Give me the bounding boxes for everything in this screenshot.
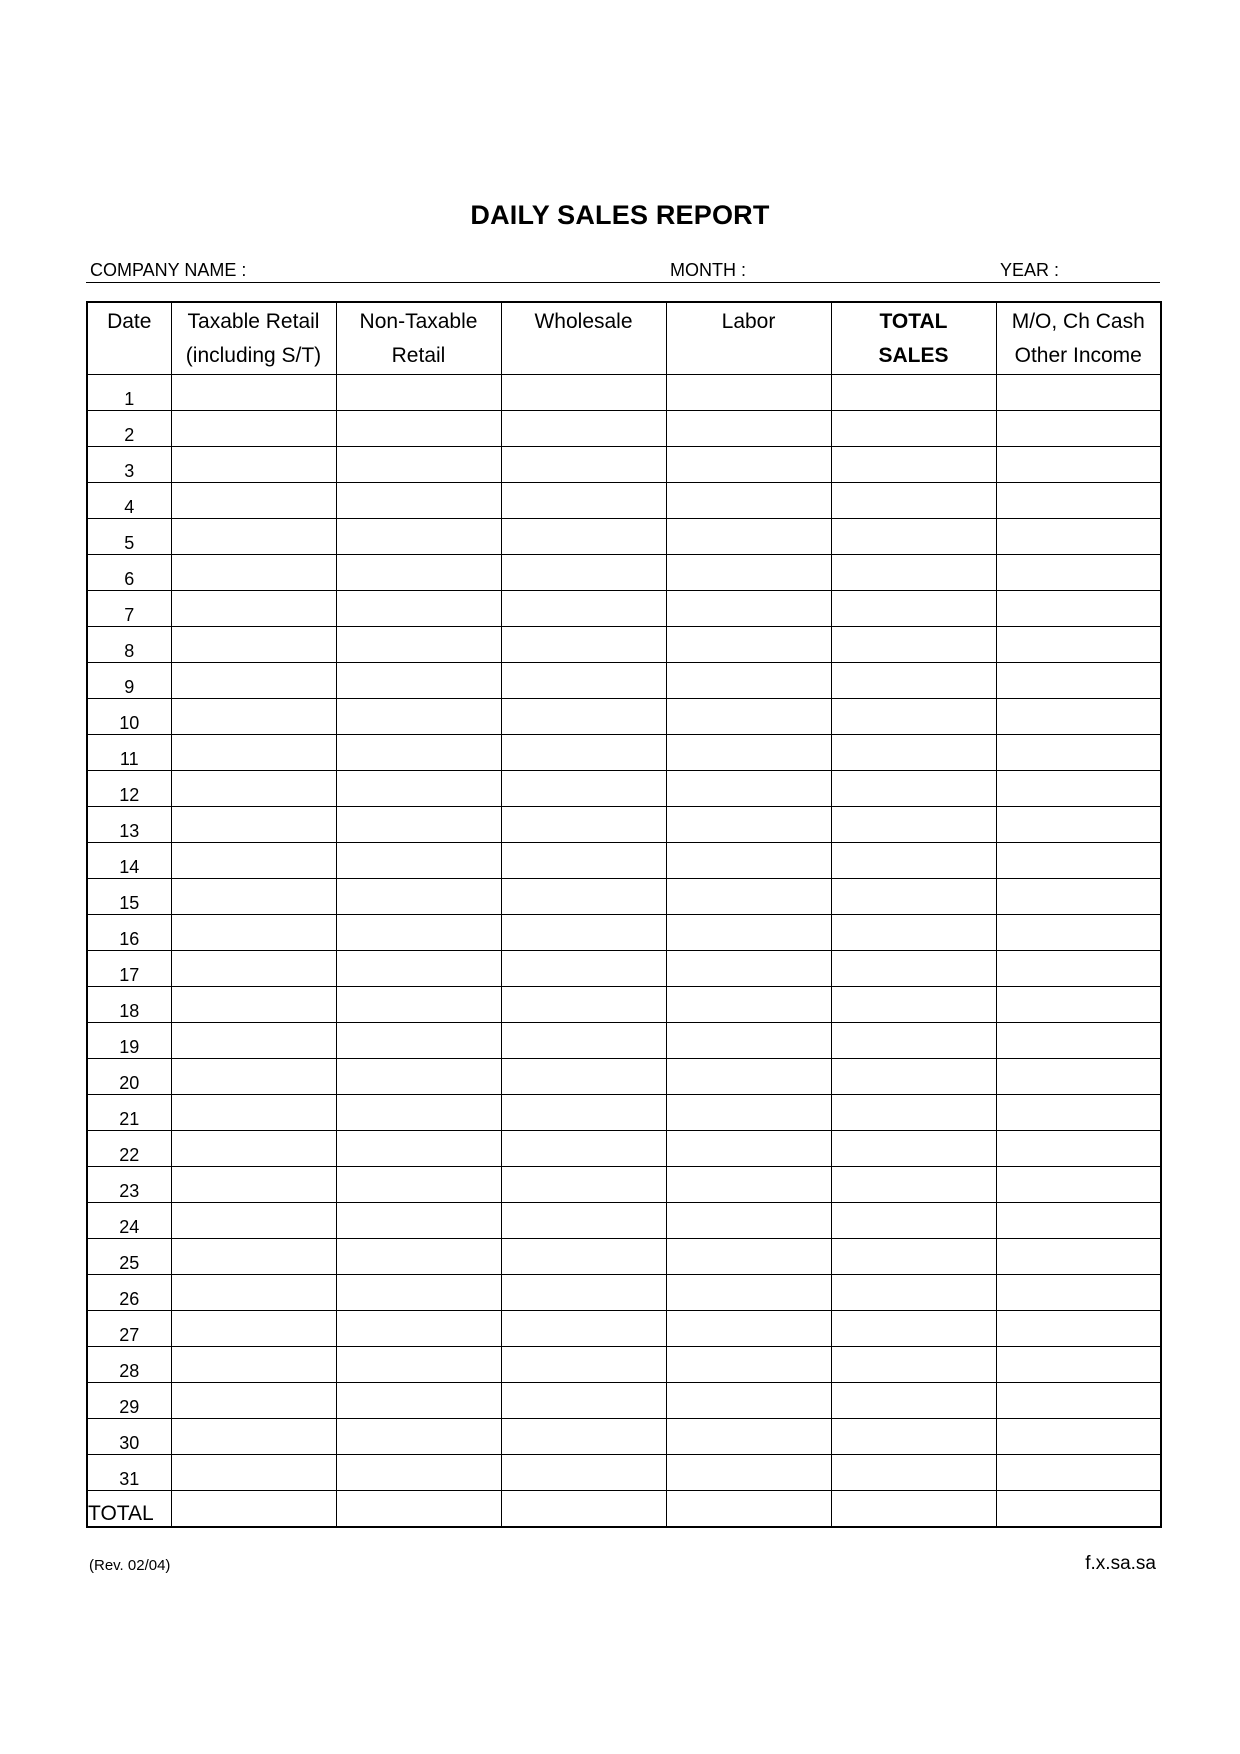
entry-cell[interactable]	[831, 1275, 996, 1311]
header-taxable-retail: Taxable Retail (including S/T)	[171, 302, 336, 375]
entry-cell[interactable]	[501, 1311, 666, 1347]
entry-cell[interactable]	[666, 1347, 831, 1383]
entry-cell[interactable]	[996, 447, 1161, 483]
entry-cell[interactable]	[831, 1311, 996, 1347]
entry-cell[interactable]	[171, 519, 336, 555]
entry-cell[interactable]	[996, 1455, 1161, 1491]
entry-cell[interactable]	[831, 555, 996, 591]
entry-cell[interactable]	[171, 1239, 336, 1275]
table-row	[87, 663, 1161, 699]
header-date: Date	[87, 302, 171, 375]
entry-cell[interactable]	[501, 1491, 666, 1528]
entry-cell[interactable]	[171, 1167, 336, 1203]
entry-cell[interactable]	[666, 1275, 831, 1311]
entry-cell[interactable]	[501, 483, 666, 519]
entry-cell[interactable]	[831, 627, 996, 663]
table-row	[87, 1167, 1161, 1203]
entry-cell[interactable]	[996, 1203, 1161, 1239]
entry-cell[interactable]	[336, 771, 501, 807]
entry-cell[interactable]	[831, 1203, 996, 1239]
entry-cell[interactable]	[336, 735, 501, 771]
entry-cell[interactable]	[831, 1095, 996, 1131]
date-cell: 31	[87, 1455, 171, 1491]
entry-cell[interactable]	[666, 807, 831, 843]
entry-cell[interactable]	[171, 1275, 336, 1311]
entry-cell[interactable]	[996, 1419, 1161, 1455]
entry-cell[interactable]	[666, 1203, 831, 1239]
entry-cell[interactable]	[501, 627, 666, 663]
entry-cell[interactable]	[666, 483, 831, 519]
date-cell: 12	[87, 771, 171, 807]
entry-cell[interactable]	[501, 375, 666, 411]
table-row	[87, 483, 1161, 519]
table-row	[87, 1275, 1161, 1311]
entry-cell[interactable]	[501, 1167, 666, 1203]
entry-cell[interactable]	[666, 735, 831, 771]
entry-cell[interactable]	[996, 879, 1161, 915]
entry-cell[interactable]	[996, 519, 1161, 555]
entry-cell[interactable]	[666, 915, 831, 951]
entry-cell[interactable]	[171, 555, 336, 591]
site-credit: f.x.sa.sa	[1085, 1553, 1156, 1574]
entry-cell[interactable]	[831, 699, 996, 735]
entry-cell[interactable]	[171, 1059, 336, 1095]
entry-cell[interactable]	[501, 771, 666, 807]
header-info-line	[86, 260, 1160, 283]
table-row	[87, 519, 1161, 555]
entry-cell[interactable]	[831, 1167, 996, 1203]
entry-cell[interactable]	[666, 951, 831, 987]
entry-cell[interactable]	[171, 375, 336, 411]
entry-cell[interactable]	[336, 1167, 501, 1203]
date-cell: 6	[87, 555, 171, 591]
entry-cell[interactable]	[831, 663, 996, 699]
entry-cell[interactable]	[666, 1491, 831, 1528]
entry-cell[interactable]	[336, 1131, 501, 1167]
entry-cell[interactable]	[171, 699, 336, 735]
entry-cell[interactable]	[171, 843, 336, 879]
entry-cell[interactable]	[666, 411, 831, 447]
entry-cell[interactable]	[666, 771, 831, 807]
total-label: TOTAL	[87, 1491, 171, 1528]
date-cell: 26	[87, 1275, 171, 1311]
entry-cell[interactable]	[666, 663, 831, 699]
entry-cell[interactable]	[501, 555, 666, 591]
entry-cell[interactable]	[171, 1347, 336, 1383]
entry-cell[interactable]	[996, 951, 1161, 987]
entry-cell[interactable]	[501, 879, 666, 915]
entry-cell[interactable]	[996, 1311, 1161, 1347]
date-cell: 9	[87, 663, 171, 699]
entry-cell[interactable]	[666, 1383, 831, 1419]
entry-cell[interactable]	[501, 987, 666, 1023]
entry-cell[interactable]	[666, 699, 831, 735]
entry-cell[interactable]	[831, 1419, 996, 1455]
date-cell: 28	[87, 1347, 171, 1383]
entry-cell[interactable]	[666, 627, 831, 663]
entry-cell[interactable]	[336, 807, 501, 843]
entry-cell[interactable]	[831, 591, 996, 627]
entry-cell[interactable]	[336, 1059, 501, 1095]
entry-cell[interactable]	[501, 951, 666, 987]
entry-cell[interactable]	[336, 663, 501, 699]
entry-cell[interactable]	[336, 1491, 501, 1528]
date-cell: 11	[87, 735, 171, 771]
entry-cell[interactable]	[996, 375, 1161, 411]
date-cell: 14	[87, 843, 171, 879]
sales-table	[86, 301, 1162, 1528]
entry-cell[interactable]	[501, 699, 666, 735]
entry-cell[interactable]	[831, 915, 996, 951]
table-row	[87, 951, 1161, 987]
entry-cell[interactable]	[831, 1131, 996, 1167]
entry-cell[interactable]	[501, 1203, 666, 1239]
table-row	[87, 1203, 1161, 1239]
entry-cell[interactable]	[336, 1347, 501, 1383]
entry-cell[interactable]	[501, 735, 666, 771]
table-row	[87, 699, 1161, 735]
entry-cell[interactable]	[171, 915, 336, 951]
entry-cell[interactable]	[171, 1095, 336, 1131]
entry-cell[interactable]	[996, 1275, 1161, 1311]
entry-cell[interactable]	[831, 807, 996, 843]
date-cell: 24	[87, 1203, 171, 1239]
entry-cell[interactable]	[336, 1095, 501, 1131]
entry-cell[interactable]	[336, 519, 501, 555]
date-cell: 10	[87, 699, 171, 735]
date-cell: 13	[87, 807, 171, 843]
entry-cell[interactable]	[501, 591, 666, 627]
entry-cell[interactable]	[666, 1167, 831, 1203]
entry-cell[interactable]	[171, 1131, 336, 1167]
entry-cell[interactable]	[831, 411, 996, 447]
entry-cell[interactable]	[996, 555, 1161, 591]
entry-cell[interactable]	[501, 1095, 666, 1131]
year-label: YEAR :	[1000, 260, 1060, 280]
header-other-income: M/O, Ch Cash Other Income	[996, 302, 1161, 375]
entry-cell[interactable]	[171, 987, 336, 1023]
entry-cell[interactable]	[831, 1455, 996, 1491]
entry-cell[interactable]	[666, 1095, 831, 1131]
entry-cell[interactable]	[501, 519, 666, 555]
entry-cell[interactable]	[996, 1167, 1161, 1203]
entry-cell[interactable]	[171, 1311, 336, 1347]
entry-cell[interactable]	[996, 663, 1161, 699]
table-row	[87, 1311, 1161, 1347]
table-row	[87, 807, 1161, 843]
entry-cell[interactable]	[831, 735, 996, 771]
entry-cell[interactable]	[336, 1023, 501, 1059]
entry-cell[interactable]	[171, 807, 336, 843]
table-row	[87, 879, 1161, 915]
entry-cell[interactable]	[336, 879, 501, 915]
entry-cell[interactable]	[831, 1347, 996, 1383]
table-row	[87, 843, 1161, 879]
entry-cell[interactable]	[501, 1347, 666, 1383]
date-cell: 16	[87, 915, 171, 951]
entry-cell[interactable]	[831, 1383, 996, 1419]
entry-cell[interactable]	[666, 1059, 831, 1095]
entry-cell[interactable]	[666, 519, 831, 555]
entry-cell[interactable]	[171, 591, 336, 627]
entry-cell[interactable]	[336, 1383, 501, 1419]
table-row	[87, 1059, 1161, 1095]
entry-cell[interactable]	[171, 627, 336, 663]
entry-cell[interactable]	[336, 591, 501, 627]
month-label: MONTH :	[670, 260, 746, 280]
entry-cell[interactable]	[996, 627, 1161, 663]
entry-cell[interactable]	[666, 1023, 831, 1059]
entry-cell[interactable]	[666, 1311, 831, 1347]
header-labor: Labor	[666, 302, 831, 375]
header-row	[87, 302, 1161, 375]
entry-cell[interactable]	[996, 1347, 1161, 1383]
date-cell: 15	[87, 879, 171, 915]
entry-cell[interactable]	[996, 1383, 1161, 1419]
entry-cell[interactable]	[666, 447, 831, 483]
entry-cell[interactable]	[666, 843, 831, 879]
table-row	[87, 1095, 1161, 1131]
date-cell: 7	[87, 591, 171, 627]
entry-cell[interactable]	[996, 1023, 1161, 1059]
table-row	[87, 555, 1161, 591]
entry-cell[interactable]	[501, 843, 666, 879]
entry-cell[interactable]	[831, 987, 996, 1023]
entry-cell[interactable]	[996, 915, 1161, 951]
entry-cell[interactable]	[831, 375, 996, 411]
entry-cell[interactable]	[831, 447, 996, 483]
entry-cell[interactable]	[996, 843, 1161, 879]
entry-cell[interactable]	[831, 951, 996, 987]
entry-cell[interactable]	[336, 1455, 501, 1491]
entry-cell[interactable]	[666, 1131, 831, 1167]
date-cell: 30	[87, 1419, 171, 1455]
company-name-label: COMPANY NAME :	[90, 260, 247, 280]
entry-cell[interactable]	[171, 447, 336, 483]
entry-cell[interactable]	[666, 1419, 831, 1455]
date-cell: 17	[87, 951, 171, 987]
date-cell: 4	[87, 483, 171, 519]
date-cell: 3	[87, 447, 171, 483]
entry-cell[interactable]	[171, 1383, 336, 1419]
total-row	[87, 1491, 1161, 1528]
entry-cell[interactable]	[171, 879, 336, 915]
entry-cell[interactable]	[501, 1419, 666, 1455]
table-row	[87, 1419, 1161, 1455]
entry-cell[interactable]	[501, 807, 666, 843]
entry-cell[interactable]	[996, 987, 1161, 1023]
revision-note: (Rev. 02/04)	[89, 1557, 171, 1574]
date-cell: 20	[87, 1059, 171, 1095]
date-cell: 22	[87, 1131, 171, 1167]
entry-cell[interactable]	[996, 1239, 1161, 1275]
table-row	[87, 771, 1161, 807]
entry-cell[interactable]	[996, 735, 1161, 771]
date-cell: 25	[87, 1239, 171, 1275]
table-row	[87, 447, 1161, 483]
entry-cell[interactable]	[171, 411, 336, 447]
entry-cell[interactable]	[171, 1419, 336, 1455]
table-row	[87, 627, 1161, 663]
table-row	[87, 1239, 1161, 1275]
entry-cell[interactable]	[666, 375, 831, 411]
entry-cell[interactable]	[171, 1455, 336, 1491]
date-cell: 23	[87, 1167, 171, 1203]
entry-cell[interactable]	[501, 1455, 666, 1491]
entry-cell[interactable]	[336, 627, 501, 663]
table-row	[87, 1383, 1161, 1419]
entry-cell[interactable]	[171, 1491, 336, 1528]
table-row	[87, 1455, 1161, 1491]
date-cell: 29	[87, 1383, 171, 1419]
date-cell: 5	[87, 519, 171, 555]
entry-cell[interactable]	[336, 555, 501, 591]
date-cell: 27	[87, 1311, 171, 1347]
date-cell: 18	[87, 987, 171, 1023]
entry-cell[interactable]	[336, 1203, 501, 1239]
table-row	[87, 735, 1161, 771]
date-cell: 1	[87, 375, 171, 411]
entry-cell[interactable]	[831, 519, 996, 555]
entry-cell[interactable]	[996, 807, 1161, 843]
table-row	[87, 1347, 1161, 1383]
entry-cell[interactable]	[666, 591, 831, 627]
header-wholesale: Wholesale	[501, 302, 666, 375]
table-row	[87, 411, 1161, 447]
entry-cell[interactable]	[996, 483, 1161, 519]
entry-cell[interactable]	[831, 771, 996, 807]
entry-cell[interactable]	[336, 483, 501, 519]
entry-cell[interactable]	[336, 987, 501, 1023]
entry-cell[interactable]	[336, 915, 501, 951]
entry-cell[interactable]	[501, 1239, 666, 1275]
header-total-sales: TOTAL SALES	[831, 302, 996, 375]
date-cell: 21	[87, 1095, 171, 1131]
entry-cell[interactable]	[336, 843, 501, 879]
entry-cell[interactable]	[996, 591, 1161, 627]
entry-cell[interactable]	[996, 1059, 1161, 1095]
entry-cell[interactable]	[666, 555, 831, 591]
entry-cell[interactable]	[666, 1455, 831, 1491]
entry-cell[interactable]	[336, 375, 501, 411]
entry-cell[interactable]	[501, 411, 666, 447]
entry-cell[interactable]	[996, 771, 1161, 807]
table-row	[87, 987, 1161, 1023]
entry-cell[interactable]	[171, 1203, 336, 1239]
entry-cell[interactable]	[171, 735, 336, 771]
entry-cell[interactable]	[831, 843, 996, 879]
entry-cell[interactable]	[171, 483, 336, 519]
entry-cell[interactable]	[831, 1023, 996, 1059]
date-cell: 2	[87, 411, 171, 447]
entry-cell[interactable]	[996, 1131, 1161, 1167]
entry-cell[interactable]	[996, 1095, 1161, 1131]
table-row	[87, 591, 1161, 627]
table-row	[87, 1131, 1161, 1167]
entry-cell[interactable]	[996, 699, 1161, 735]
entry-cell[interactable]	[501, 1059, 666, 1095]
entry-cell[interactable]	[336, 447, 501, 483]
entry-cell[interactable]	[501, 1131, 666, 1167]
entry-cell[interactable]	[171, 771, 336, 807]
entry-cell[interactable]	[336, 699, 501, 735]
entry-cell[interactable]	[996, 1491, 1161, 1528]
entry-cell[interactable]	[666, 987, 831, 1023]
entry-cell[interactable]	[501, 915, 666, 951]
entry-cell[interactable]	[336, 1275, 501, 1311]
entry-cell[interactable]	[501, 1383, 666, 1419]
date-cell: 19	[87, 1023, 171, 1059]
entry-cell[interactable]	[831, 1491, 996, 1528]
entry-cell[interactable]	[996, 411, 1161, 447]
entry-cell[interactable]	[336, 411, 501, 447]
entry-cell[interactable]	[501, 447, 666, 483]
entry-cell[interactable]	[171, 663, 336, 699]
entry-cell[interactable]	[666, 879, 831, 915]
entry-cell[interactable]	[501, 1275, 666, 1311]
entry-cell[interactable]	[831, 879, 996, 915]
table-row	[87, 915, 1161, 951]
entry-cell[interactable]	[336, 1239, 501, 1275]
report-title: DAILY SALES REPORT	[470, 200, 770, 230]
table-row	[87, 1023, 1161, 1059]
entry-cell[interactable]	[336, 1311, 501, 1347]
entry-cell[interactable]	[831, 483, 996, 519]
entry-cell[interactable]	[171, 951, 336, 987]
entry-cell[interactable]	[831, 1059, 996, 1095]
entry-cell[interactable]	[831, 1239, 996, 1275]
entry-cell[interactable]	[501, 663, 666, 699]
entry-cell[interactable]	[501, 1023, 666, 1059]
table-row	[87, 375, 1161, 411]
date-cell: 8	[87, 627, 171, 663]
entry-cell[interactable]	[336, 1419, 501, 1455]
header-non-taxable-retail: Non-Taxable Retail	[336, 302, 501, 375]
entry-cell[interactable]	[666, 1239, 831, 1275]
entry-cell[interactable]	[336, 951, 501, 987]
entry-cell[interactable]	[171, 1023, 336, 1059]
